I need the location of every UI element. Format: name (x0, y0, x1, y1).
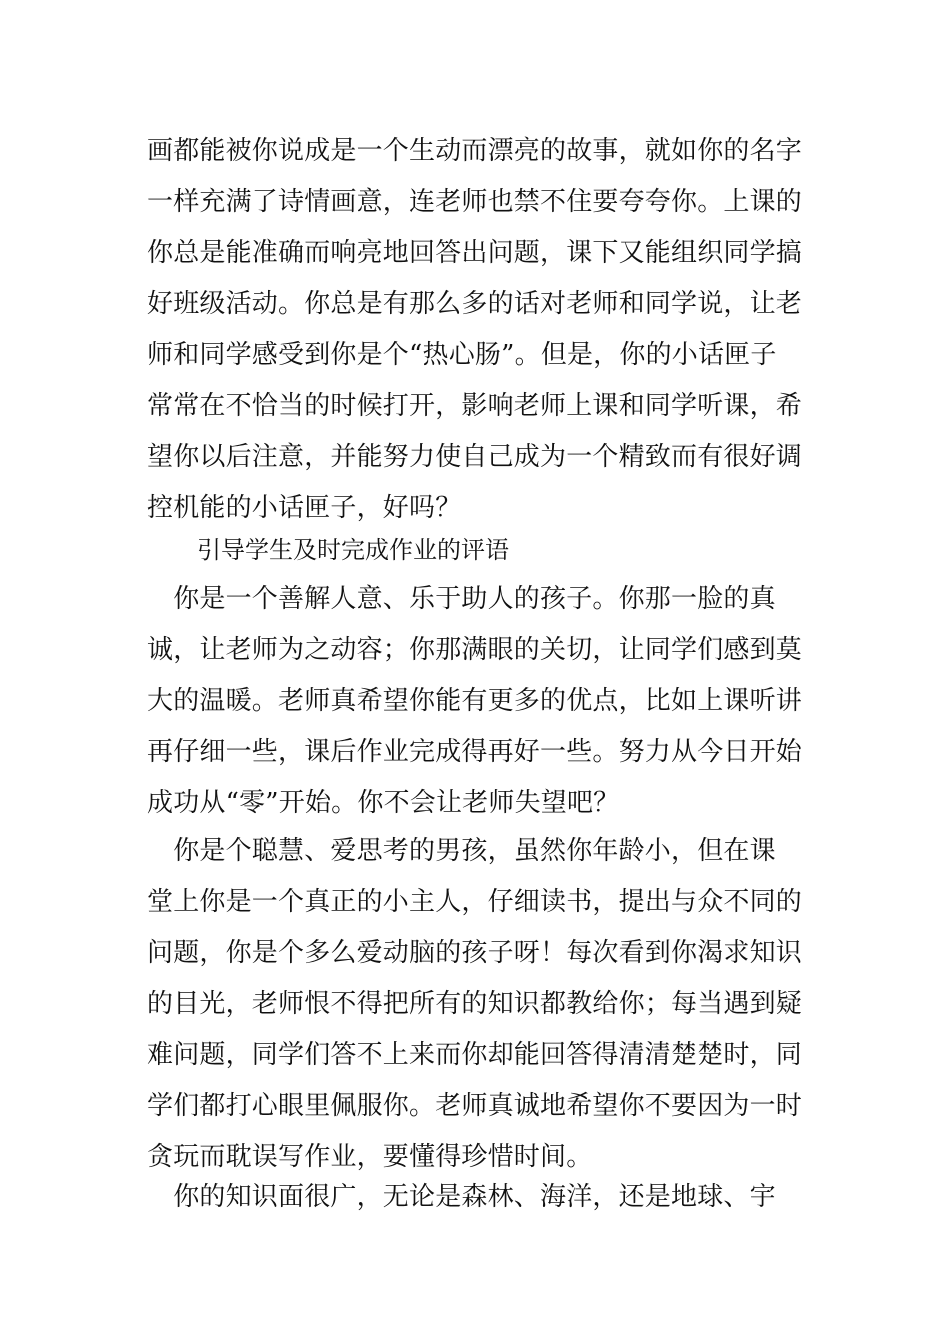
text-line: 画都能被你说成是一个生动而漂亮的故事，就如你的名字 (147, 136, 803, 166)
paragraph-comment-helpful (147, 584, 807, 839)
text-line: 问题，你是个多么爱动脑的孩子呀！每次看到你渴求知识 (147, 938, 803, 968)
paragraph-comment-talkative (147, 136, 807, 544)
paragraph-comment-thinker (147, 836, 807, 1193)
text-line: 学们都打心眼里佩服你。老师真诚地希望你不要因为一时 (147, 1091, 803, 1121)
text-line: 你是个聪慧、爱思考的男孩，虽然你年龄小，但在课 (147, 836, 776, 866)
text-line: 大的温暖。老师真希望你能有更多的优点，比如上课听讲 (147, 686, 803, 716)
text-line: 师和同学感受到你是个“热心肠”。但是，你的小话匣子 (147, 340, 777, 370)
text-line: 你总是能准确而响亮地回答出问题，课下又能组织同学搞 (147, 238, 803, 268)
text-line: 你是一个善解人意、乐于助人的孩子。你那一脸的真 (147, 584, 776, 614)
text-line: 诚，让老师为之动容；你那满眼的关切，让同学们感到莫 (147, 635, 803, 665)
text-line: 难问题，同学们答不上来而你却能回答得清清楚楚时，同 (147, 1040, 803, 1070)
text-line: 再仔细一些，课后作业完成得再好一些。努力从今日开始 (147, 737, 803, 767)
paragraph-comment-knowledge (147, 1182, 807, 1233)
text-line: 一样充满了诗情画意，连老师也禁不住要夸夸你。上课的 (147, 187, 803, 217)
text-line: 望你以后注意，并能努力使自己成为一个精致而有很好调 (147, 442, 803, 472)
text-line: 好班级活动。你总是有那么多的话对老师和同学说，让老 (147, 289, 803, 319)
text-line: 贪玩而耽误写作业，要懂得珍惜时间。 (147, 1142, 593, 1172)
text-line: 堂上你是一个真正的小主人，仔细读书，提出与众不同的 (147, 887, 803, 917)
text-line: 常常在不恰当的时候打开，影响老师上课和同学听课，希 (147, 391, 803, 421)
section-heading: 引导学生及时完成作业的评语 (197, 536, 509, 564)
text-line: 成功从“零”开始。你不会让老师失望吧？ (147, 788, 620, 818)
text-line: 控机能的小话匣子，好吗？ (147, 493, 462, 523)
text-line: 的目光，老师恨不得把所有的知识都教给你；每当遇到疑 (147, 989, 803, 1019)
text-line: 你的知识面很广，无论是森林、海洋，还是地球、宇 (147, 1182, 776, 1212)
